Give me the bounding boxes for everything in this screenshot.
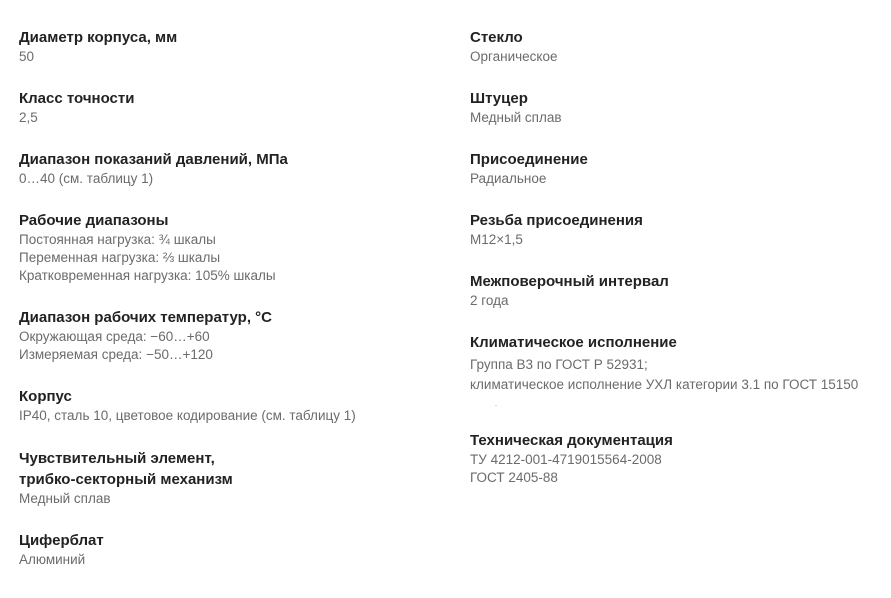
spec-value: Радиальное — [470, 171, 547, 186]
spec-fitting — [470, 88, 885, 127]
spec-value: Кратковременная нагрузка: 105% шкалы — [19, 268, 276, 283]
spec-value: климатическое исполнение УХЛ категории 3.1 по ГОСТ 15150 — [470, 377, 859, 392]
spec-title: Межповерочный интервал — [470, 273, 669, 290]
spec-value: ТУ 4212-001-4719015564-2008 — [470, 452, 662, 467]
spec-climatic-version — [470, 332, 885, 394]
spec-value: Измеряемая среда: −50…+120 — [19, 347, 213, 362]
spec-glass — [470, 27, 885, 66]
spec-connection-thread — [470, 210, 885, 249]
spec-value: 2 года — [470, 293, 509, 308]
spec-title: Техническая документация — [470, 432, 673, 449]
spec-value: М12×1,5 — [470, 232, 523, 247]
spec-sensing-element — [19, 448, 449, 508]
spec-title: Диаметр корпуса, мм — [19, 29, 178, 46]
spec-dial — [19, 530, 449, 569]
spec-pressure-range — [19, 149, 449, 188]
spec-housing — [19, 386, 449, 425]
spec-technical-documentation — [470, 430, 885, 487]
spec-accuracy-class — [19, 88, 449, 127]
spec-value: 50 — [19, 49, 35, 64]
spec-title: Стекло — [470, 29, 523, 46]
spec-value: Переменная нагрузка: ⅔ шкалы — [19, 250, 221, 265]
spec-title: Климатическое исполнение — [470, 334, 677, 351]
spec-title: Циферблат — [19, 532, 104, 549]
spec-working-ranges — [19, 210, 449, 285]
spec-connection — [470, 149, 885, 188]
spec-title: Присоединение — [470, 151, 588, 168]
spec-value: IP40, сталь 10, цветовое кодирование (см. таблицу 1) — [19, 408, 356, 423]
spec-body-diameter — [19, 27, 449, 66]
spec-value: Постоянная нагрузка: ¾ шкалы — [19, 232, 216, 247]
spec-value: ГОСТ 2405-88 — [470, 470, 558, 485]
spec-title: трибко-секторный механизм — [19, 471, 233, 488]
spec-title: Класс точности — [19, 90, 135, 107]
spec-value: Медный сплав — [19, 491, 111, 506]
spec-title: Чувствительный элемент, — [19, 450, 215, 467]
spec-title: Штуцер — [470, 90, 528, 107]
spec-title: Резьба присоединения — [470, 212, 643, 229]
spec-value: Группа В3 по ГОСТ Р 52931; — [470, 357, 648, 372]
spec-title: Диапазон рабочих температур, °C — [19, 309, 272, 326]
spec-calibration-interval — [470, 271, 885, 310]
spec-value: Медный сплав — [470, 110, 562, 125]
spec-value: Органическое — [470, 49, 558, 64]
spec-title: Рабочие диапазоны — [19, 212, 169, 229]
decorative-dot — [495, 405, 497, 406]
spec-value: 2,5 — [19, 110, 38, 125]
spec-value: 0…40 (см. таблицу 1) — [19, 171, 154, 186]
spec-temperature-range — [19, 307, 449, 364]
spec-value: Алюминий — [19, 552, 86, 567]
spec-title: Диапазон показаний давлений, МПа — [19, 151, 288, 168]
spec-title: Корпус — [19, 388, 72, 405]
spec-value: Окружающая среда: −60…+60 — [19, 329, 210, 344]
